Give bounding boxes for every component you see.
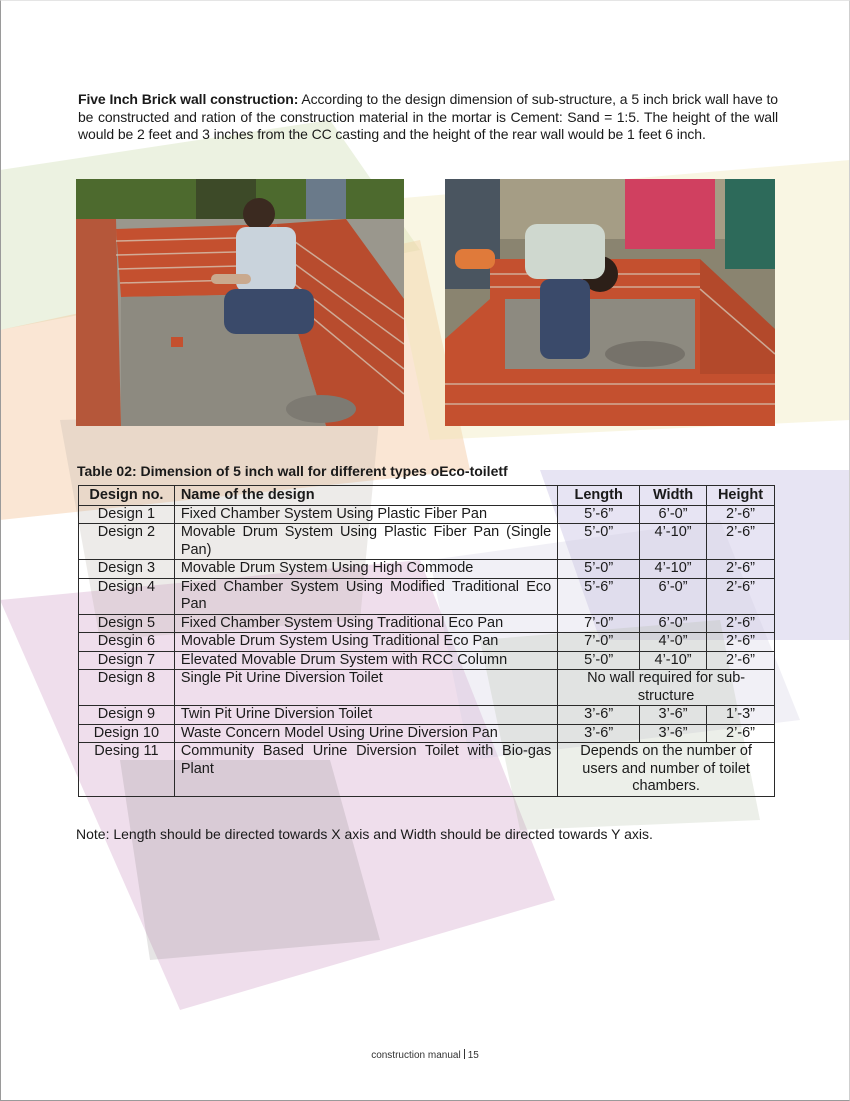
table-header-row [79, 486, 775, 506]
cell-width: 6’-0” [640, 578, 707, 614]
cell-length: 5’-0” [558, 524, 640, 560]
cell-design-name: Movable Drum System Using High Commode [174, 560, 557, 579]
cell-design-no: Design 4 [79, 578, 175, 614]
cell-height: 2’-6” [707, 724, 775, 743]
cell-height: 2’-6” [707, 505, 775, 524]
cell-design-name: Community Based Urine Diversion Toilet with Bio-gas Plant [174, 743, 557, 797]
cell-width: 3’-6” [640, 724, 707, 743]
cell-length: 5’-6” [558, 578, 640, 614]
cell-height: 1’-3” [707, 706, 775, 725]
footer-label: construction manual [371, 1050, 461, 1061]
cell-design-name: Single Pit Urine Diversion Toilet [174, 670, 557, 706]
table-row [79, 524, 775, 560]
header-design-name: Name of the design [174, 486, 557, 506]
cell-length: 7’-0” [558, 614, 640, 633]
page-number: 15 [467, 1050, 479, 1061]
page-footer [0, 1049, 850, 1061]
table-row [79, 743, 775, 797]
cell-width: 4’-0” [640, 633, 707, 652]
cell-height: 2’-6” [707, 651, 775, 670]
photo-brick-wall-construction-2 [445, 179, 775, 426]
cell-height: 2’-6” [707, 524, 775, 560]
table-row [79, 633, 775, 652]
cell-design-name: Elevated Movable Drum System with RCC Column [174, 651, 557, 670]
cell-design-no: Design 3 [79, 560, 175, 579]
table-row [79, 670, 775, 706]
cell-design-name: Fixed Chamber System Using Traditional Eco Pan [174, 614, 557, 633]
cell-merged-dimension: Depends on the number of users and number of toilet chambers. [558, 743, 775, 797]
cell-design-name: Fixed Chamber System Using Plastic Fiber Pan [174, 505, 557, 524]
header-height: Height [707, 486, 775, 506]
table-row [79, 614, 775, 633]
table-row [79, 724, 775, 743]
cell-width: 6’-0” [640, 505, 707, 524]
cell-design-no: Design 7 [79, 651, 175, 670]
cell-length: 3’-6” [558, 706, 640, 725]
intro-text: According to the design dimension of sub-structure, a 5 inch brick wall have to be constructed and ration of the construction material in the mortar is Cement: Sand = 1:5. The height of the wall would be 2 feet and 3 inches from the CC casting and the height of the rear wall would be 1 feet 6 inch. [78, 91, 778, 142]
cell-merged-dimension: No wall required for sub-structure [558, 670, 775, 706]
cell-width: 4’-10” [640, 651, 707, 670]
cell-design-name: Movable Drum System Using Traditional Eco Pan [174, 633, 557, 652]
cell-width: 4’-10” [640, 524, 707, 560]
cell-width: 6’-0” [640, 614, 707, 633]
cell-width: 4’-10” [640, 560, 707, 579]
cell-design-no: Design 8 [79, 670, 175, 706]
cell-length: 7’-0” [558, 633, 640, 652]
cell-design-no: Design 10 [79, 724, 175, 743]
dimension-table [78, 485, 775, 797]
cell-height: 2’-6” [707, 578, 775, 614]
intro-paragraph [78, 91, 778, 144]
cell-height: 2’-6” [707, 614, 775, 633]
table-row [79, 578, 775, 614]
cell-design-no: Desgin 6 [79, 633, 175, 652]
cell-design-no: Design 5 [79, 614, 175, 633]
cell-height: 2’-6” [707, 633, 775, 652]
cell-design-no: Design 1 [79, 505, 175, 524]
header-length: Length [558, 486, 640, 506]
cell-design-name: Fixed Chamber System Using Modified Traditional Eco Pan [174, 578, 557, 614]
cell-length: 5’-0” [558, 560, 640, 579]
table-row [79, 706, 775, 725]
cell-design-no: Design 9 [79, 706, 175, 725]
cell-length: 3’-6” [558, 724, 640, 743]
intro-lead: Five Inch Brick wall construction: [78, 91, 299, 107]
header-width: Width [640, 486, 707, 506]
photo-brick-wall-construction-1 [76, 179, 404, 426]
cell-design-name: Twin Pit Urine Diversion Toilet [174, 706, 557, 725]
cell-length: 5’-6” [558, 505, 640, 524]
cell-design-no: Desing 11 [79, 743, 175, 797]
cell-height: 2’-6” [707, 560, 775, 579]
cell-width: 3’-6” [640, 706, 707, 725]
table-row [79, 505, 775, 524]
cell-length: 5’-0” [558, 651, 640, 670]
cell-design-name: Movable Drum System Using Plastic Fiber Pan (Single Pan) [174, 524, 557, 560]
footer-separator [464, 1049, 465, 1059]
header-design-no: Design no. [79, 486, 175, 506]
table-row [79, 560, 775, 579]
cell-design-no: Design 2 [79, 524, 175, 560]
note: Note: Length should be directed towards X axis and Width should be directed towards Y axis. [76, 826, 653, 842]
table-title: Table 02: Dimension of 5 inch wall for different types oEco-toiletf [77, 463, 508, 479]
table-row [79, 651, 775, 670]
cell-design-name: Waste Concern Model Using Urine Diversion Pan [174, 724, 557, 743]
